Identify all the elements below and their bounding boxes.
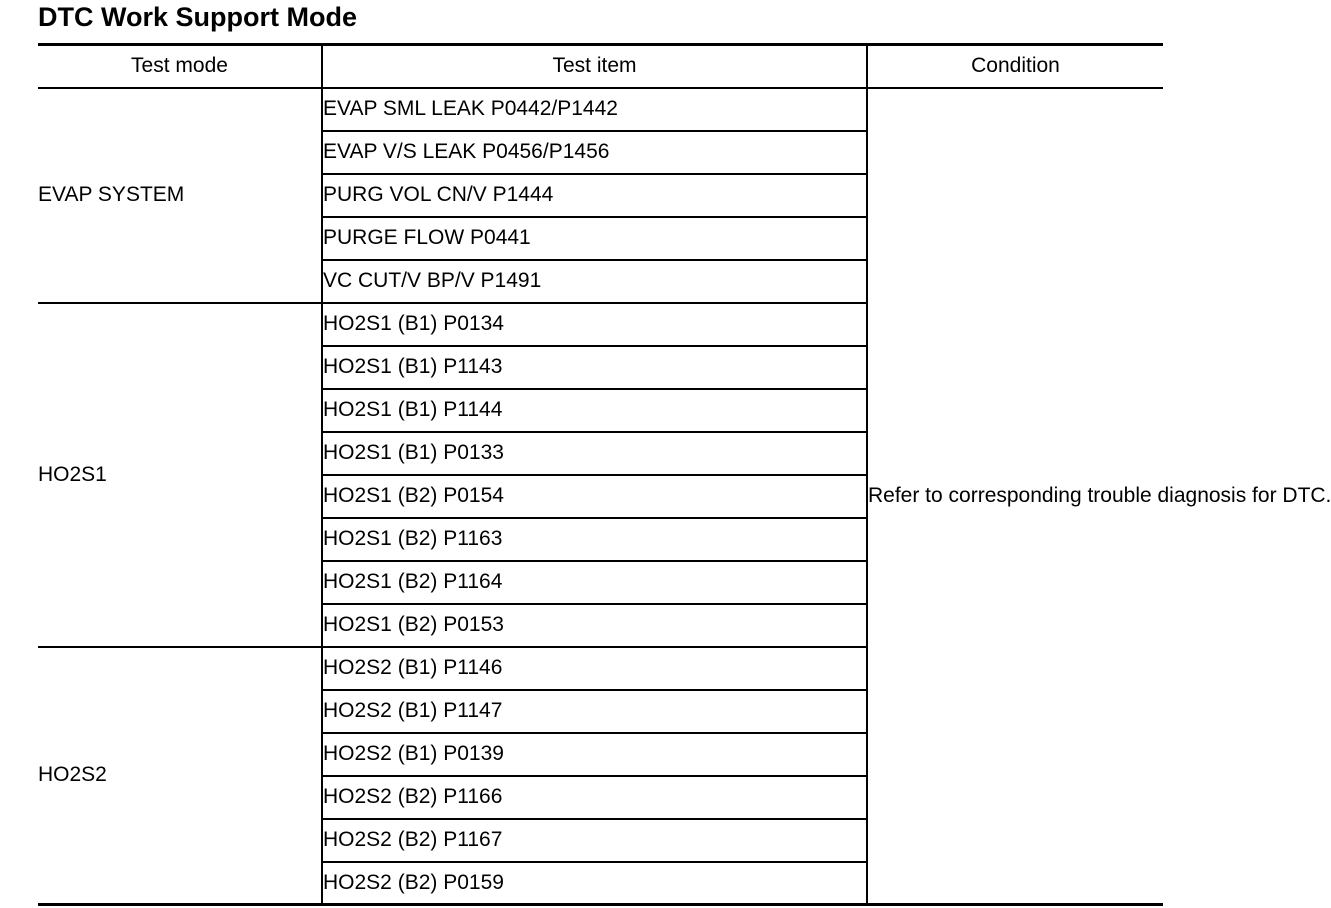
test-item: HO2S1 (B2) P1163: [322, 518, 867, 561]
test-item: VC CUT/V BP/V P1491: [322, 260, 867, 303]
test-item: HO2S1 (B1) P1143: [322, 346, 867, 389]
table-row: [38, 88, 1163, 131]
test-item: HO2S2 (B1) P1147: [322, 690, 867, 733]
test-mode-evap-system: EVAP SYSTEM: [38, 88, 322, 303]
test-item: HO2S2 (B2) P1167: [322, 819, 867, 862]
table-header-row: [38, 45, 1163, 88]
test-item: HO2S1 (B1) P1144: [322, 389, 867, 432]
test-mode-ho2s2: HO2S2: [38, 763, 107, 787]
test-mode-ho2s1: HO2S1: [38, 303, 322, 647]
test-item: HO2S1 (B2) P1164: [322, 561, 867, 604]
condition-cell: Refer to corresponding trouble diagnosis for DTC.: [868, 484, 1331, 508]
test-item: HO2S2 (B1) P0139: [322, 733, 867, 776]
test-item: HO2S1 (B2) P0154: [322, 475, 867, 518]
test-item: HO2S1 (B1) P0134: [322, 303, 867, 346]
test-item: HO2S1 (B1) P0133: [322, 432, 867, 475]
test-item: EVAP V/S LEAK P0456/P1456: [322, 131, 867, 174]
test-item: PURGE FLOW P0441: [322, 217, 867, 260]
header-test-mode: Test mode: [38, 45, 322, 88]
test-item: HO2S1 (B2) P0153: [322, 604, 867, 647]
header-test-item: Test item: [322, 45, 867, 88]
dtc-work-support-table: [38, 43, 1331, 906]
header-condition: Condition: [867, 45, 1163, 88]
test-item: HO2S2 (B2) P1166: [322, 776, 867, 819]
test-item: EVAP SML LEAK P0442/P1442: [322, 88, 867, 131]
test-item: HO2S2 (B1) P1146: [322, 647, 867, 690]
test-item: HO2S2 (B2) P0159: [322, 862, 867, 905]
page-title: DTC Work Support Mode: [38, 2, 357, 32]
test-item: PURG VOL CN/V P1444: [322, 174, 867, 217]
